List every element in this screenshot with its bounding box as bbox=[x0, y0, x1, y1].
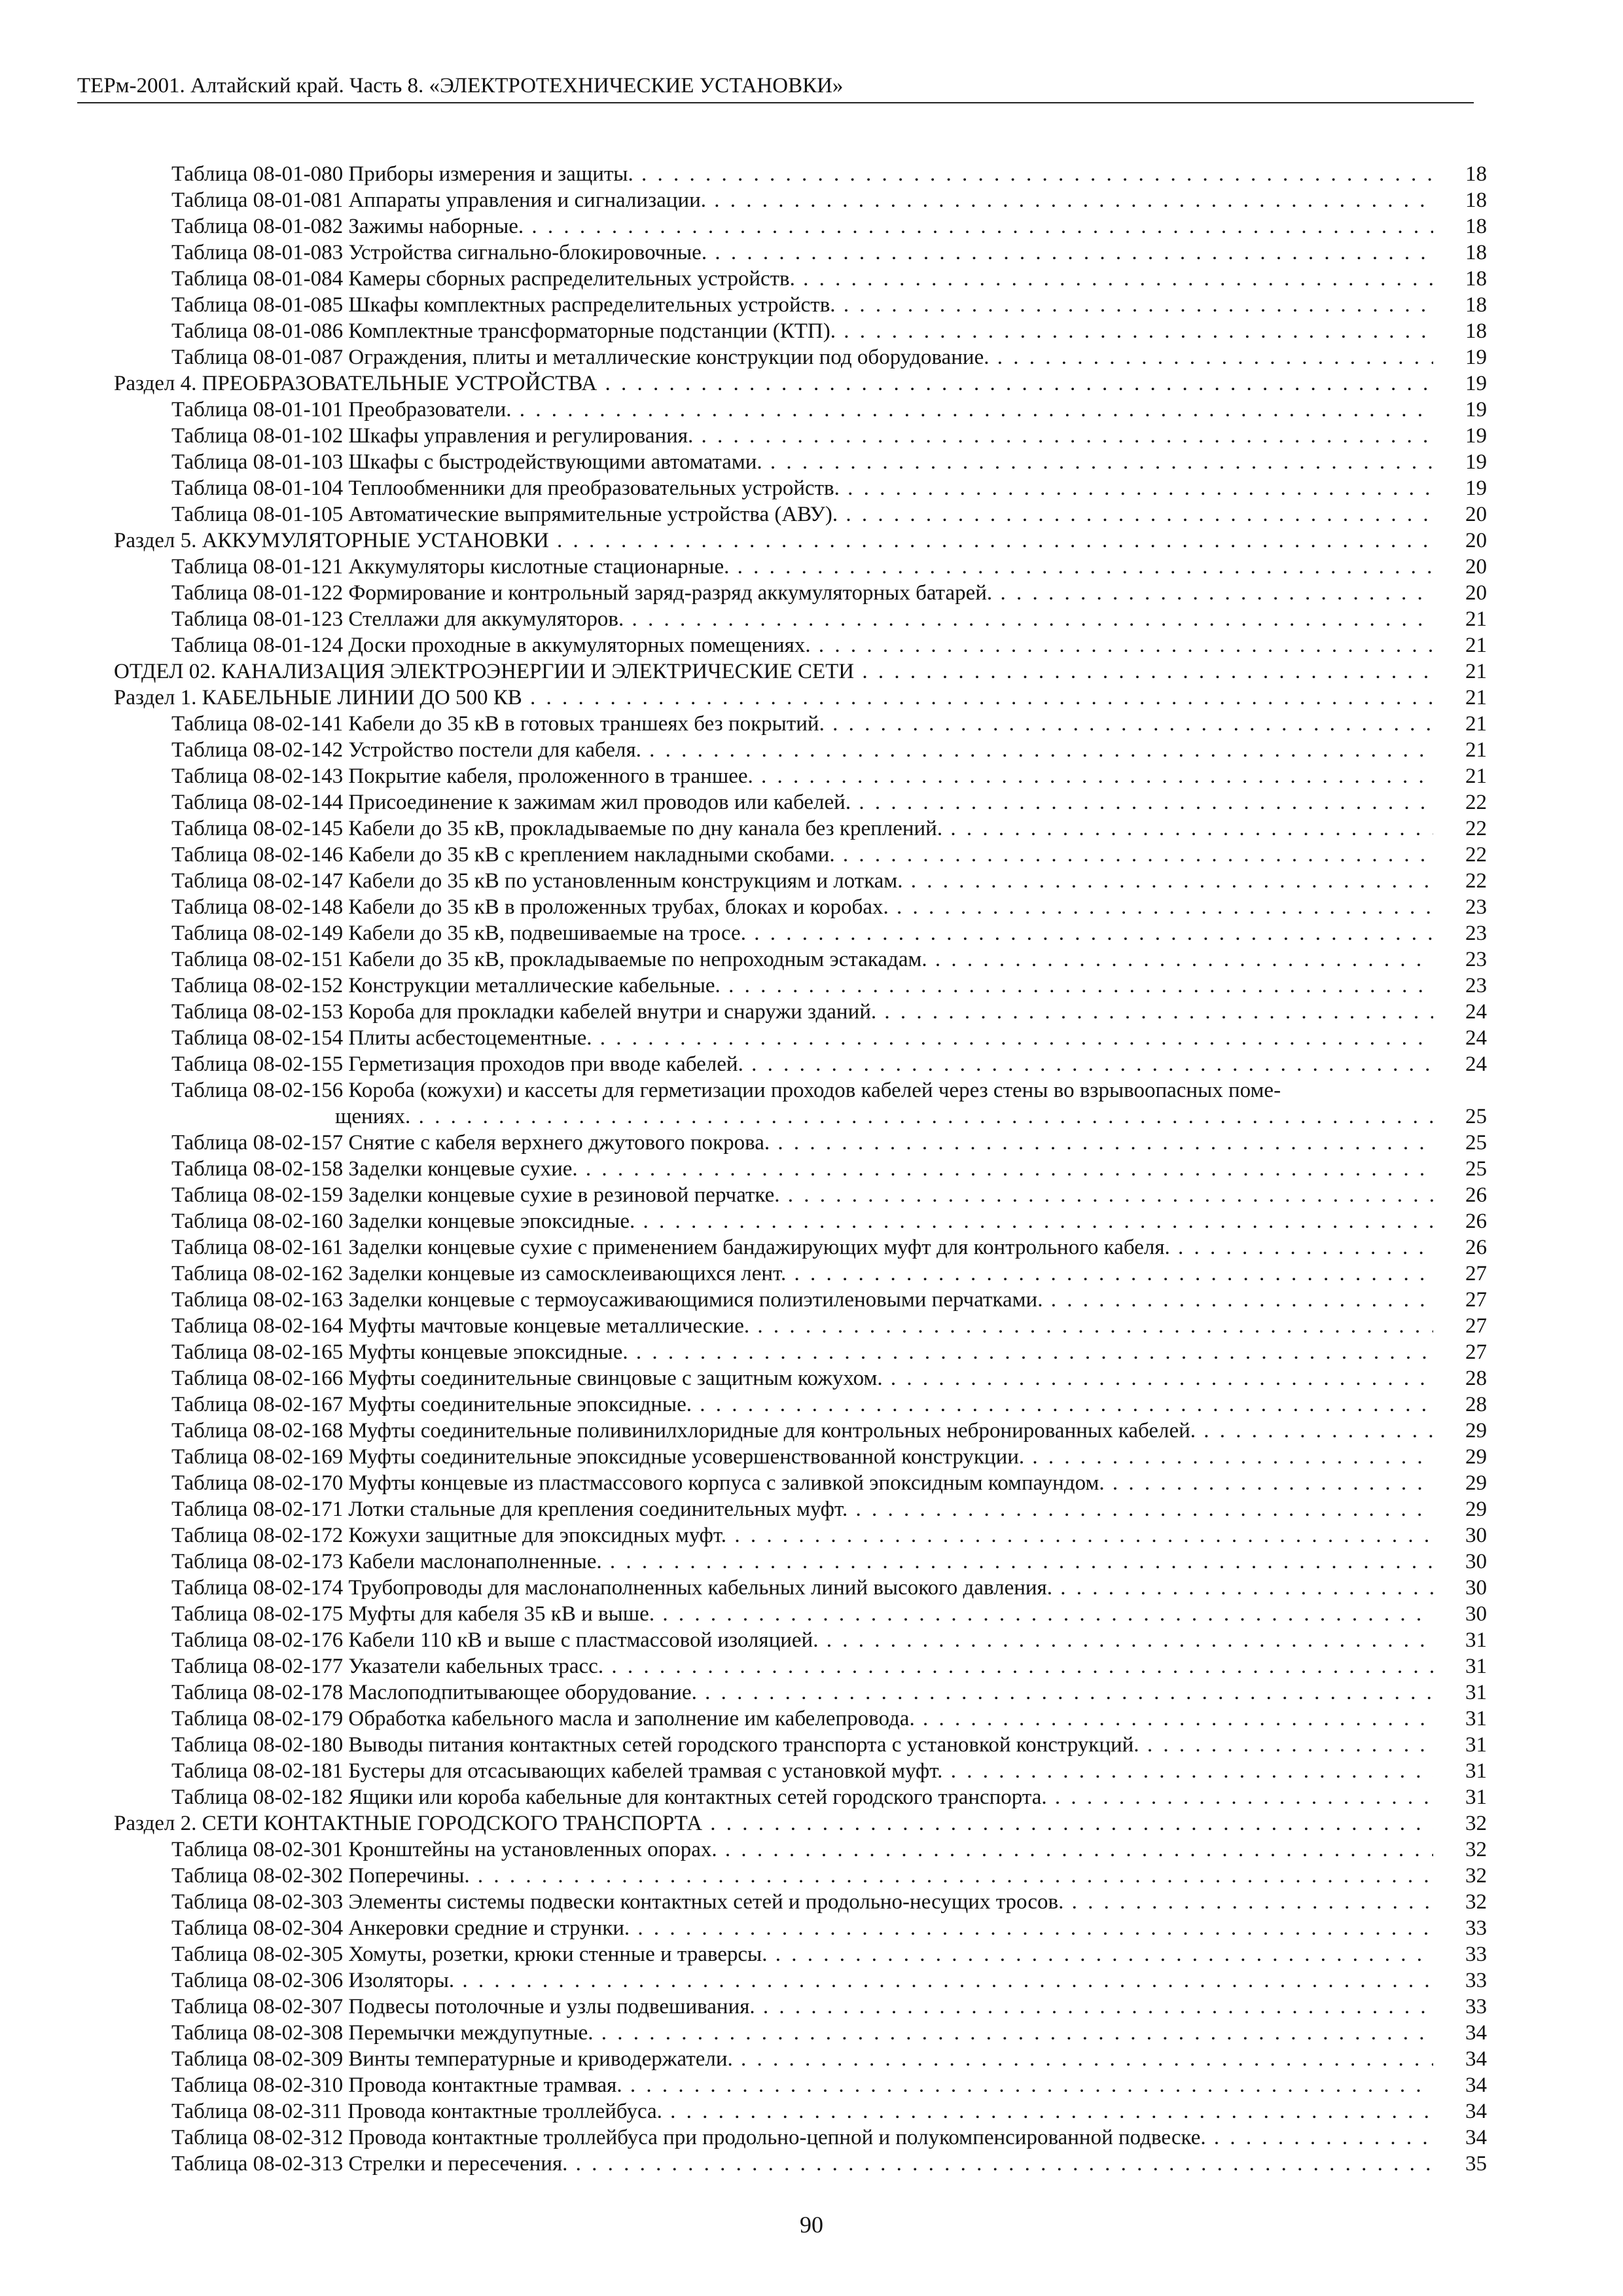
toc-entry-page: 30 bbox=[1448, 1601, 1487, 1627]
toc-entry-page: 34 bbox=[1448, 2125, 1487, 2151]
page-number: 90 bbox=[800, 2212, 823, 2238]
toc-entry-title: Таблица 08-02-153 Короба для прокладки кабелей внутри и снаружи зданий. . . . bbox=[171, 999, 1433, 1025]
toc-entry-page: 21 bbox=[1448, 658, 1487, 685]
toc-entry-page: 26 bbox=[1448, 1182, 1487, 1208]
toc-entry-page: 27 bbox=[1448, 1313, 1487, 1339]
toc-entry-title: Таблица 08-02-179 Обработка кабельного масла и заполнение им кабелепровода. . . . bbox=[171, 1706, 1433, 1732]
toc-entry-title: ОТДЕЛ 02. КАНАЛИЗАЦИЯ ЭЛЕКТРОЭНЕРГИИ И ЭЛЕКТРИЧЕСКИЕ СЕТИ . . . bbox=[114, 658, 1433, 685]
toc-entry-title: Таблица 08-02-157 Снятие с кабеля верхнего джутового покрова. . . . bbox=[171, 1130, 1433, 1156]
toc-entry-page: 20 bbox=[1448, 580, 1487, 606]
toc-table-entry bbox=[0, 161, 1623, 187]
toc-entry-page: 22 bbox=[1448, 789, 1487, 816]
toc-entry-page: 29 bbox=[1448, 1444, 1487, 1470]
toc-entry-title: Таблица 08-02-178 Маслоподпитывающее оборудование. . . . bbox=[171, 1679, 1433, 1706]
toc-table-entry bbox=[0, 999, 1623, 1025]
toc-entry-title: Таблица 08-01-124 Доски проходные в аккумуляторных помещениях. . . . bbox=[171, 632, 1433, 658]
toc-entry-title: Таблица 08-02-310 Провода контактные трамвая. . . . bbox=[171, 2072, 1433, 2098]
toc-entry-title: Таблица 08-01-104 Теплообменники для преобразовательных устройств. . . . bbox=[171, 475, 1433, 501]
toc-entry-title: Таблица 08-02-182 Ящики или короба кабельные для контактных сетей городского транспорта. . . . bbox=[171, 1784, 1433, 1810]
toc-table-entry bbox=[0, 1077, 1623, 1130]
toc-entry-page: 28 bbox=[1448, 1391, 1487, 1418]
toc-table-entry bbox=[0, 1025, 1623, 1051]
toc-section-entry bbox=[0, 370, 1623, 397]
toc-entry-title: Таблица 08-01-084 Камеры сборных распределительных устройств. . . . bbox=[171, 266, 1433, 292]
table-of-contents bbox=[0, 161, 1623, 2177]
toc-entry-page: 33 bbox=[1448, 1941, 1487, 1967]
toc-entry-page: 31 bbox=[1448, 1679, 1487, 1706]
toc-table-entry bbox=[0, 2098, 1623, 2125]
toc-entry-title: Раздел 5. АККУМУЛЯТОРНЫЕ УСТАНОВКИ . . . bbox=[114, 528, 1433, 554]
toc-entry-title: Таблица 08-01-086 Комплектные трансформаторные подстанции (КТП). . . . bbox=[171, 318, 1433, 344]
toc-entry-title: Таблица 08-02-307 Подвесы потолочные и узлы подвешивания. . . . bbox=[171, 1994, 1433, 2020]
toc-entry-page: 30 bbox=[1448, 1549, 1487, 1575]
toc-table-entry bbox=[0, 1758, 1623, 1784]
toc-table-entry bbox=[0, 1967, 1623, 1994]
toc-section-entry bbox=[0, 658, 1623, 685]
toc-entry-page: 32 bbox=[1448, 1863, 1487, 1889]
toc-entry-title: Таблица 08-02-175 Муфты для кабеля 35 кВ и выше. . . . bbox=[171, 1601, 1433, 1627]
toc-table-entry bbox=[0, 737, 1623, 763]
toc-entry-title: Таблица 08-01-081 Аппараты управления и сигнализации. . . . bbox=[171, 187, 1433, 213]
toc-entry-page: 20 bbox=[1448, 501, 1487, 528]
toc-table-entry bbox=[0, 1522, 1623, 1549]
toc-table-entry bbox=[0, 449, 1623, 475]
toc-table-entry bbox=[0, 1418, 1623, 1444]
toc-entry-page: 26 bbox=[1448, 1234, 1487, 1261]
toc-entry-page: 19 bbox=[1448, 370, 1487, 397]
toc-table-entry bbox=[0, 344, 1623, 370]
toc-entry-title: Таблица 08-02-311 Провода контактные троллейбуса. . . . bbox=[171, 2098, 1433, 2125]
toc-entry-page: 21 bbox=[1448, 711, 1487, 737]
toc-entry-page: 18 bbox=[1448, 292, 1487, 318]
toc-entry-title: Таблица 08-02-303 Элементы системы подвески контактных сетей и продольно-несущих тросов. . . . bbox=[171, 1889, 1433, 1915]
toc-entry-page: 21 bbox=[1448, 606, 1487, 632]
toc-table-entry bbox=[0, 1051, 1623, 1077]
toc-entry-page: 27 bbox=[1448, 1339, 1487, 1365]
toc-entry-page: 21 bbox=[1448, 685, 1487, 711]
toc-entry-page: 34 bbox=[1448, 2046, 1487, 2072]
toc-entry-page: 32 bbox=[1448, 1889, 1487, 1915]
toc-entry-page: 32 bbox=[1448, 1837, 1487, 1863]
toc-entry-title: Таблица 08-02-160 Заделки концевые эпоксидные. . . . bbox=[171, 1208, 1433, 1234]
toc-entry-title: Таблица 08-02-142 Устройство постели для кабеля. . . . bbox=[171, 737, 1433, 763]
toc-entry-title: Таблица 08-02-166 Муфты соединительные свинцовые с защитным кожухом. . . . bbox=[171, 1365, 1433, 1391]
toc-table-entry bbox=[0, 711, 1623, 737]
toc-table-entry bbox=[0, 423, 1623, 449]
toc-entry-page: 18 bbox=[1448, 240, 1487, 266]
toc-entry-page: 18 bbox=[1448, 161, 1487, 187]
toc-table-entry bbox=[0, 1601, 1623, 1627]
toc-table-entry bbox=[0, 2125, 1623, 2151]
toc-entry-page: 31 bbox=[1448, 1784, 1487, 1810]
toc-entry-page: 24 bbox=[1448, 1025, 1487, 1051]
toc-table-entry bbox=[0, 501, 1623, 528]
toc-entry-page: 19 bbox=[1448, 423, 1487, 449]
toc-entry-title: Раздел 2. СЕТИ КОНТАКТНЫЕ ГОРОДСКОГО ТРАНСПОРТА . . . bbox=[114, 1810, 1433, 1837]
toc-entry-page: 19 bbox=[1448, 397, 1487, 423]
toc-entry-page: 19 bbox=[1448, 475, 1487, 501]
toc-entry-page: 21 bbox=[1448, 632, 1487, 658]
toc-table-entry bbox=[0, 606, 1623, 632]
toc-table-entry bbox=[0, 1915, 1623, 1941]
toc-entry-page: 23 bbox=[1448, 920, 1487, 946]
toc-entry-page: 25 bbox=[1448, 1156, 1487, 1182]
toc-table-entry bbox=[0, 1837, 1623, 1863]
toc-entry-title: Таблица 08-02-174 Трубопроводы для маслонаполненных кабельных линий высокого давления. . . . bbox=[171, 1575, 1433, 1601]
toc-entry-page: 34 bbox=[1448, 2072, 1487, 2098]
toc-table-entry bbox=[0, 1994, 1623, 2020]
toc-entry-page: 20 bbox=[1448, 554, 1487, 580]
toc-table-entry bbox=[0, 266, 1623, 292]
toc-table-entry bbox=[0, 213, 1623, 240]
toc-entry-page: 29 bbox=[1448, 1496, 1487, 1522]
toc-entry-title: Таблица 08-02-148 Кабели до 35 кВ в проложенных трубах, блоках и коробах. . . . bbox=[171, 894, 1433, 920]
toc-entry-title: Таблица 08-02-309 Винты температурные и криводержатели. . . . bbox=[171, 2046, 1433, 2072]
toc-table-entry bbox=[0, 789, 1623, 816]
toc-entry-title: Таблица 08-02-176 Кабели 110 кВ и выше с пластмассовой изоляцией. . . . bbox=[171, 1627, 1433, 1653]
toc-table-entry bbox=[0, 1182, 1623, 1208]
toc-entry-page: 18 bbox=[1448, 187, 1487, 213]
toc-table-entry bbox=[0, 1863, 1623, 1889]
toc-entry-title: Таблица 08-02-156 Короба (кожухи) и кассеты для герметизации проходов кабелей через стены во взрывоопасных поме- bbox=[171, 1079, 1281, 1102]
toc-table-entry bbox=[0, 894, 1623, 920]
toc-table-entry bbox=[0, 1784, 1623, 1810]
toc-entry-title: Таблица 08-01-085 Шкафы комплектных распределительных устройств. . . . bbox=[171, 292, 1433, 318]
toc-entry-title: Таблица 08-02-169 Муфты соединительные эпоксидные усовершенствованной конструкции. . . . bbox=[171, 1444, 1433, 1470]
toc-table-entry bbox=[0, 1496, 1623, 1522]
toc-table-entry bbox=[0, 2072, 1623, 2098]
toc-table-entry bbox=[0, 1208, 1623, 1234]
toc-table-entry bbox=[0, 1679, 1623, 1706]
toc-entry-page: 27 bbox=[1448, 1261, 1487, 1287]
toc-entry-title: Таблица 08-01-101 Преобразователи. . . . bbox=[171, 397, 1433, 423]
toc-table-entry bbox=[0, 1365, 1623, 1391]
toc-entry-page: 22 bbox=[1448, 842, 1487, 868]
toc-entry-page: 31 bbox=[1448, 1732, 1487, 1758]
toc-table-entry bbox=[0, 1549, 1623, 1575]
toc-entry-page: 18 bbox=[1448, 318, 1487, 344]
toc-entry-page: 22 bbox=[1448, 868, 1487, 894]
toc-entry-title: Таблица 08-02-163 Заделки концевые с термоусаживающимися полиэтиленовыми перчатками. . . . bbox=[171, 1287, 1433, 1313]
toc-table-entry bbox=[0, 1234, 1623, 1261]
toc-entry-page: 24 bbox=[1448, 1051, 1487, 1077]
toc-entry-page: 30 bbox=[1448, 1575, 1487, 1601]
toc-entry-title: Таблица 08-02-154 Плиты асбестоцементные. . . . bbox=[171, 1025, 1433, 1051]
toc-table-entry bbox=[0, 1261, 1623, 1287]
toc-entry-title: Таблица 08-02-151 Кабели до 35 кВ, прокладываемые по непроходным эстакадам. . . . bbox=[171, 946, 1433, 973]
toc-entry-page: 35 bbox=[1448, 2151, 1487, 2177]
toc-entry-title: Таблица 08-02-167 Муфты соединительные эпоксидные. . . . bbox=[171, 1391, 1433, 1418]
toc-entry-page: 21 bbox=[1448, 763, 1487, 789]
toc-entry-title: Таблица 08-02-159 Заделки концевые сухие в резиновой перчатке. . . . bbox=[171, 1182, 1433, 1208]
toc-entry-title: Таблица 08-01-123 Стеллажи для аккумуляторов. . . . bbox=[171, 606, 1433, 632]
toc-table-entry bbox=[0, 1156, 1623, 1182]
toc-entry-title: Таблица 08-02-158 Заделки концевые сухие. . . . bbox=[171, 1156, 1433, 1182]
toc-entry-page: 20 bbox=[1448, 528, 1487, 554]
toc-entry-title: Таблица 08-02-177 Указатели кабельных трасс. . . . bbox=[171, 1653, 1433, 1679]
toc-entry-page: 25 bbox=[1448, 1103, 1487, 1130]
toc-entry-page: 25 bbox=[1448, 1130, 1487, 1156]
toc-table-entry bbox=[0, 580, 1623, 606]
toc-entry-title: Таблица 08-02-172 Кожухи защитные для эпоксидных муфт. . . . bbox=[171, 1522, 1433, 1549]
toc-entry-page: 33 bbox=[1448, 1994, 1487, 2020]
toc-table-entry bbox=[0, 1575, 1623, 1601]
toc-table-entry bbox=[0, 475, 1623, 501]
toc-entry-title: Таблица 08-02-162 Заделки концевые из самосклеивающихся лент. . . . bbox=[171, 1261, 1433, 1287]
toc-table-entry bbox=[0, 1444, 1623, 1470]
toc-entry-title: Таблица 08-01-103 Шкафы с быстродействующими автоматами. . . . bbox=[171, 449, 1433, 475]
toc-entry-title: Таблица 08-02-171 Лотки стальные для крепления соединительных муфт. . . . bbox=[171, 1496, 1433, 1522]
toc-entry-title: Таблица 08-02-147 Кабели до 35 кВ по установленным конструкциям и лоткам. . . . bbox=[171, 868, 1433, 894]
toc-table-entry bbox=[0, 973, 1623, 999]
toc-entry-page: 33 bbox=[1448, 1967, 1487, 1994]
toc-entry-page: 32 bbox=[1448, 1810, 1487, 1837]
toc-entry-title: Таблица 08-02-313 Стрелки и пересечения. . . . bbox=[171, 2151, 1433, 2177]
toc-entry-title: Таблица 08-01-102 Шкафы управления и регулирования. . . . bbox=[171, 423, 1433, 449]
toc-entry-page: 33 bbox=[1448, 1915, 1487, 1941]
toc-entry-title: Таблица 08-02-141 Кабели до 35 кВ в готовых траншеях без покрытий. . . . bbox=[171, 711, 1433, 737]
toc-entry-title: Таблица 08-01-083 Устройства сигнально-блокировочные. . . . bbox=[171, 240, 1433, 266]
toc-table-entry bbox=[0, 1941, 1623, 1967]
toc-table-entry bbox=[0, 2151, 1623, 2177]
toc-entry-page: 21 bbox=[1448, 737, 1487, 763]
toc-entry-title: Таблица 08-02-149 Кабели до 35 кВ, подвешиваемые на тросе. . . . bbox=[171, 920, 1433, 946]
toc-table-entry bbox=[0, 1339, 1623, 1365]
toc-entry-title: Таблица 08-02-155 Герметизация проходов при вводе кабелей. . . . bbox=[171, 1051, 1433, 1077]
toc-entry-title: Таблица 08-02-308 Перемычки междупутные. . . . bbox=[171, 2020, 1433, 2046]
toc-entry-title: Таблица 08-02-146 Кабели до 35 кВ с креплением накладными скобами. . . . bbox=[171, 842, 1433, 868]
toc-entry-page: 30 bbox=[1448, 1522, 1487, 1549]
toc-entry-page: 23 bbox=[1448, 946, 1487, 973]
toc-entry-title: Таблица 08-02-305 Хомуты, розетки, крюки стенные и траверсы. . . . bbox=[171, 1941, 1433, 1967]
toc-table-entry bbox=[0, 1706, 1623, 1732]
toc-entry-title: Таблица 08-01-122 Формирование и контрольный заряд-разряд аккумуляторных батарей. . . . bbox=[171, 580, 1433, 606]
toc-entry-title: Таблица 08-02-170 Муфты концевые из пластмассового корпуса с заливкой эпоксидным компаундом. . . . bbox=[171, 1470, 1433, 1496]
toc-table-entry bbox=[0, 1889, 1623, 1915]
toc-entry-title: Таблица 08-02-161 Заделки концевые сухие с применением бандажирующих муфт для контрольного кабеля. . . . bbox=[171, 1234, 1433, 1261]
toc-entry-title: Таблица 08-01-080 Приборы измерения и защиты. . . . bbox=[171, 161, 1433, 187]
toc-entry-page: 24 bbox=[1448, 999, 1487, 1025]
toc-entry-title: Таблица 08-02-164 Муфты мачтовые концевые металлические. . . . bbox=[171, 1313, 1433, 1339]
toc-table-entry bbox=[0, 1653, 1623, 1679]
toc-section-entry bbox=[0, 1810, 1623, 1837]
toc-entry-title: Таблица 08-02-306 Изоляторы. . . . bbox=[171, 1967, 1433, 1994]
toc-table-entry bbox=[0, 1287, 1623, 1313]
toc-table-entry bbox=[0, 187, 1623, 213]
toc-table-entry bbox=[0, 632, 1623, 658]
toc-entry-page: 31 bbox=[1448, 1653, 1487, 1679]
toc-table-entry bbox=[0, 2046, 1623, 2072]
toc-entry-page: 23 bbox=[1448, 973, 1487, 999]
toc-entry-title: Раздел 4. ПРЕОБРАЗОВАТЕЛЬНЫЕ УСТРОЙСТВА . . . bbox=[114, 370, 1433, 397]
toc-entry-title: Таблица 08-01-082 Зажимы наборные. . . . bbox=[171, 213, 1433, 240]
toc-entry-page: 23 bbox=[1448, 894, 1487, 920]
toc-entry-page: 31 bbox=[1448, 1706, 1487, 1732]
toc-entry-title: Таблица 08-01-105 Автоматические выпрямительные устройства (АВУ). . . . bbox=[171, 501, 1433, 528]
toc-entry-page: 19 bbox=[1448, 344, 1487, 370]
toc-entry-page: 22 bbox=[1448, 816, 1487, 842]
toc-entry-title: Таблица 08-02-143 Покрытие кабеля, проложенного в траншее. . . . bbox=[171, 763, 1433, 789]
toc-table-entry bbox=[0, 946, 1623, 973]
toc-entry-page: 18 bbox=[1448, 266, 1487, 292]
toc-entry-continuation: щениях. . . . bbox=[335, 1103, 1433, 1130]
toc-table-entry bbox=[0, 397, 1623, 423]
toc-entry-title: Таблица 08-02-173 Кабели маслонаполненные. . . . bbox=[171, 1549, 1433, 1575]
toc-entry-page: 28 bbox=[1448, 1365, 1487, 1391]
toc-table-entry bbox=[0, 816, 1623, 842]
toc-entry-title: Таблица 08-02-304 Анкеровки средние и струнки. . . . bbox=[171, 1915, 1433, 1941]
toc-entry-title: Таблица 08-02-181 Бустеры для отсасывающих кабелей трамвая с установкой муфт. . . . bbox=[171, 1758, 1433, 1784]
toc-table-entry bbox=[0, 763, 1623, 789]
toc-entry-title: Таблица 08-02-180 Выводы питания контактных сетей городского транспорта с установкой конструкций. . . . bbox=[171, 1732, 1433, 1758]
toc-table-entry bbox=[0, 868, 1623, 894]
toc-table-entry bbox=[0, 920, 1623, 946]
running-header: ТЕРм-2001. Алтайский край. Часть 8. «ЭЛЕКТРОТЕХНИЧЕСКИЕ УСТАНОВКИ» bbox=[77, 72, 1474, 103]
toc-table-entry bbox=[0, 292, 1623, 318]
toc-entry-title: Таблица 08-02-152 Конструкции металлические кабельные. . . . bbox=[171, 973, 1433, 999]
toc-table-entry bbox=[0, 318, 1623, 344]
toc-entry-title: Таблица 08-01-087 Ограждения, плиты и металлические конструкции под оборудование. . . . bbox=[171, 344, 1433, 370]
toc-table-entry bbox=[0, 842, 1623, 868]
toc-entry-title: Таблица 08-02-165 Муфты концевые эпоксидные. . . . bbox=[171, 1339, 1433, 1365]
toc-entry-page: 18 bbox=[1448, 213, 1487, 240]
toc-entry-page: 34 bbox=[1448, 2020, 1487, 2046]
toc-entry-page: 31 bbox=[1448, 1627, 1487, 1653]
toc-table-entry bbox=[0, 1627, 1623, 1653]
toc-entry-page: 26 bbox=[1448, 1208, 1487, 1234]
toc-table-entry bbox=[0, 1470, 1623, 1496]
toc-table-entry bbox=[0, 1732, 1623, 1758]
toc-entry-title: Таблица 08-02-168 Муфты соединительные поливинилхлоридные для контрольных небронированных кабелей. . . . bbox=[171, 1418, 1433, 1444]
toc-entry-title: Раздел 1. КАБЕЛЬНЫЕ ЛИНИИ ДО 500 КВ . . . bbox=[114, 685, 1433, 711]
toc-entry-page: 34 bbox=[1448, 2098, 1487, 2125]
toc-table-entry bbox=[0, 554, 1623, 580]
toc-entry-title: Таблица 08-02-302 Поперечины. . . . bbox=[171, 1863, 1433, 1889]
toc-entry-title: Таблица 08-02-312 Провода контактные троллейбуса при продольно-цепной и полукомпенсированной подвеске. . . . bbox=[171, 2125, 1433, 2151]
toc-entry-page: 29 bbox=[1448, 1470, 1487, 1496]
toc-entry-title: Таблица 08-02-144 Присоединение к зажимам жил проводов или кабелей. . . . bbox=[171, 789, 1433, 816]
toc-table-entry bbox=[0, 1391, 1623, 1418]
toc-entry-page: 19 bbox=[1448, 449, 1487, 475]
toc-entry-title: Таблица 08-02-145 Кабели до 35 кВ, прокладываемые по дну канала без креплений. . . . bbox=[171, 816, 1433, 842]
toc-entry-page: 27 bbox=[1448, 1287, 1487, 1313]
toc-table-entry bbox=[0, 240, 1623, 266]
toc-entry-title: Таблица 08-02-301 Кронштейны на установленных опорах. . . . bbox=[171, 1837, 1433, 1863]
toc-entry-page: 31 bbox=[1448, 1758, 1487, 1784]
toc-entry-page: 29 bbox=[1448, 1418, 1487, 1444]
toc-section-entry bbox=[0, 685, 1623, 711]
toc-table-entry bbox=[0, 1130, 1623, 1156]
toc-table-entry bbox=[0, 1313, 1623, 1339]
toc-table-entry bbox=[0, 2020, 1623, 2046]
toc-entry-title: Таблица 08-01-121 Аккумуляторы кислотные стационарные. . . . bbox=[171, 554, 1433, 580]
toc-section-entry bbox=[0, 528, 1623, 554]
